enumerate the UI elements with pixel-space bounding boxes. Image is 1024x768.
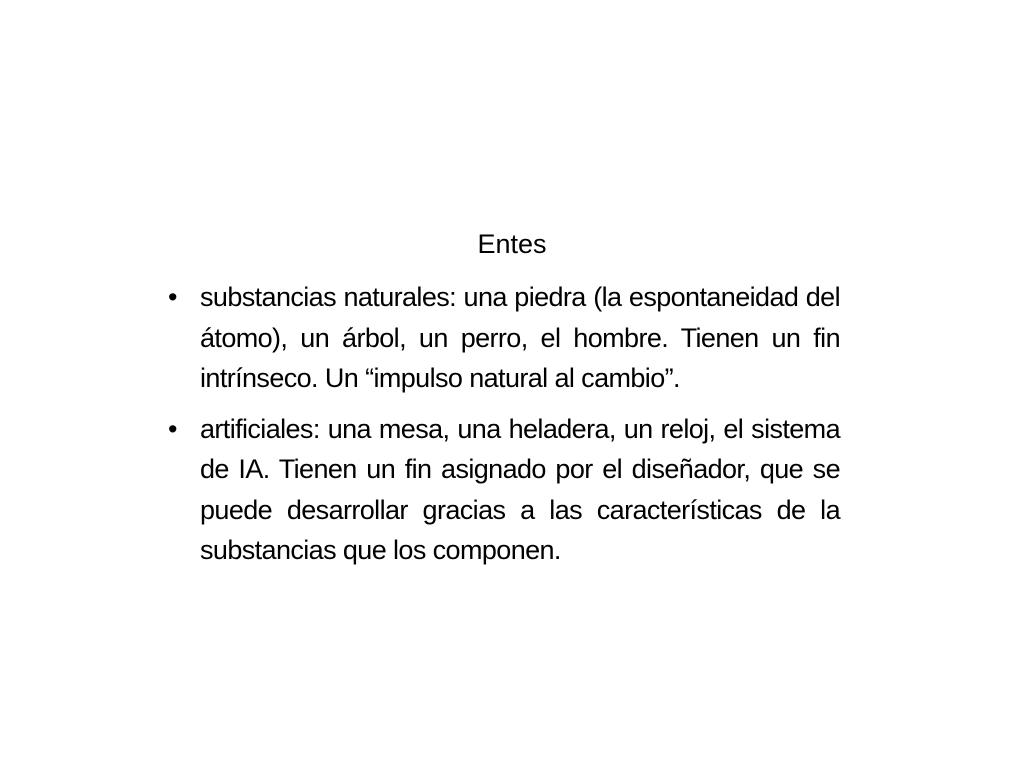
bullet-text-natural: substancias naturales: una piedra (la espontaneidad del átomo), un árbol, un perro, el hombre. Tienen un fin intrínseco. Un “impulso natural al cambio”. — [200, 282, 840, 393]
bullet-item-natural — [168, 277, 840, 399]
bullet-icon: • — [168, 282, 177, 312]
slide-title: Entes — [477, 229, 547, 259]
bullet-icon: • — [168, 413, 177, 444]
bullet-item-artificial — [168, 409, 840, 571]
bullet-text-artificial: artificiales: una mesa, una heladera, un reloj, el sistema de IA. Tienen un fin asignado por el diseñador, que se puede desarrollar gracias a las características de la substancias que los componen. — [200, 413, 840, 565]
bullet-list — [168, 277, 840, 581]
